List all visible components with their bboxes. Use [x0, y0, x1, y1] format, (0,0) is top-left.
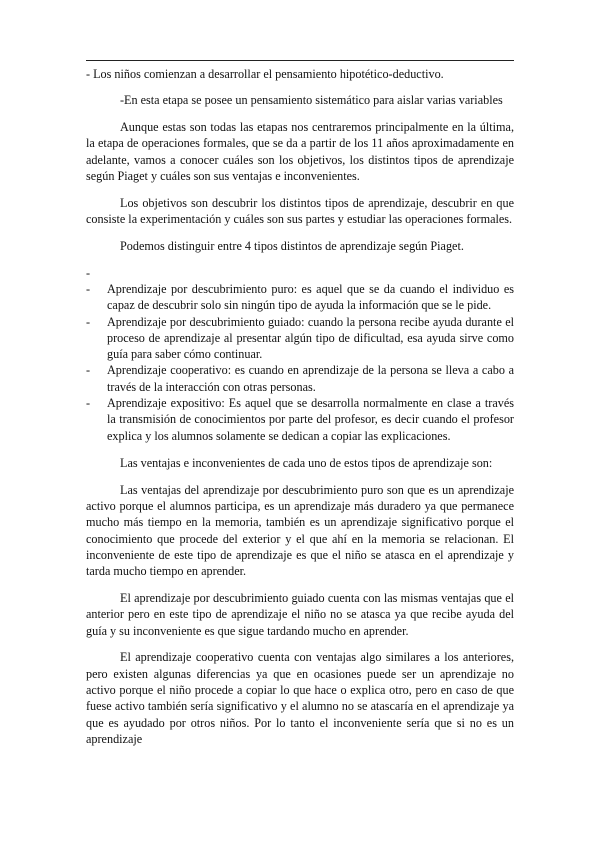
- list-item: [86, 362, 514, 395]
- dash-bullet: -: [86, 281, 91, 296]
- dash-bullet: -: [86, 314, 91, 329]
- header-rule: [86, 60, 514, 61]
- list-item-text: Aprendizaje por descubrimiento puro: es aquel que se da cuando el individuo es capaz de descubrir solo sin ningún tipo de ayuda la información que se le pide.: [107, 281, 514, 313]
- paragraph-descubrimiento-guiado: El aprendizaje por descubrimiento guiado cuenta con las mismas ventajas que el anterior pero en este tipo de aprendizaje el niño no se atasca ya que recibe ayuda del guía y su inconveniente es que sigue tardando mucho en aprender.: [86, 591, 514, 638]
- paragraph-intro: Aunque estas son todas las etapas nos centraremos principalmente en la última, la etapa de operaciones formales, que se da a partir de los 11 años aproximadamente en adelante, vamos a conocer cuáles son los objetivos, los distintos tipos de aprendizaje según Piaget y cuáles son sus ventajas e inconvenientes.: [86, 120, 514, 183]
- dash-bullet: -: [86, 265, 91, 280]
- text-line-systematic: -En esta etapa se posee un pensamiento sistemático para aislar varias variables: [120, 93, 503, 108]
- document-body: [86, 66, 514, 758]
- dash-bullet: -: [86, 396, 91, 411]
- paragraph-tipos: Podemos distinguir entre 4 tipos distintos de aprendizaje según Piaget.: [120, 238, 464, 253]
- list-item-empty: [86, 265, 514, 281]
- list-item-text: Aprendizaje por descubrimiento guiado: cuando la persona recibe ayuda durante el proceso de aprendizaje al presentar algún tipo de dificultad, esa ayuda sirve como guía para saber cómo continuar.: [107, 314, 514, 362]
- list-item: [86, 395, 514, 444]
- paragraph-cooperativo: El aprendizaje cooperativo cuenta con ventajas algo similares a los anteriores, pero existen algunas diferencias ya que en ocasiones puede ser un aprendizaje no activo porque el niño procede a copiar lo que hace o explica otro, pero en caso de que fuese activo también sería significativo y el alumno no se atascaría en el aprendizaje ya que es ayudado por otros niños. Por lo tanto el inconveniente sería que si no es un aprendizaje: [86, 650, 514, 746]
- list-item: [86, 314, 514, 363]
- dash-bullet: -: [86, 363, 91, 378]
- list-item-text: Aprendizaje expositivo: Es aquel que se desarrolla normalmente en clase a través la transmisión de conocimientos por parte del profesor, es decir cuando el profesor explica y los alumnos solamente se dedican a copiar las explicaciones.: [107, 396, 514, 443]
- text-line-hypothetical: - Los niños comienzan a desarrollar el pensamiento hipotético-deductivo.: [86, 67, 444, 81]
- paragraph-ventajas-intro: Las ventajas e inconvenientes de cada uno de estos tipos de aprendizaje son:: [120, 455, 493, 470]
- paragraph-descubrimiento-puro: Las ventajas del aprendizaje por descubrimiento puro son que es un aprendizaje activo porque el alumnos participa, es un aprendizaje más duradero ya que permanece mucho más tiempo en la memoria, también es un aprendizaje significativo porque el conocimiento que procede del exterior y el que ahí en la memoria se relacionan. El inconveniente de este tipo de aprendizaje es que el niño se atasca en el aprendizaje y tarda mucho tiempo en aprender.: [86, 482, 514, 579]
- list-item: [86, 281, 514, 314]
- paragraph-objetivos: Los objetivos son descubrir los distintos tipos de aprendizaje, descubrir en que consiste la experimentación y cuáles son sus partes y estudiar las operaciones formales.: [86, 195, 514, 227]
- list-item-text: Aprendizaje cooperativo: es cuando en aprendizaje de la persona se lleva a cabo a través de la interacción con otras personas.: [107, 363, 514, 394]
- learning-types-list: [86, 265, 514, 444]
